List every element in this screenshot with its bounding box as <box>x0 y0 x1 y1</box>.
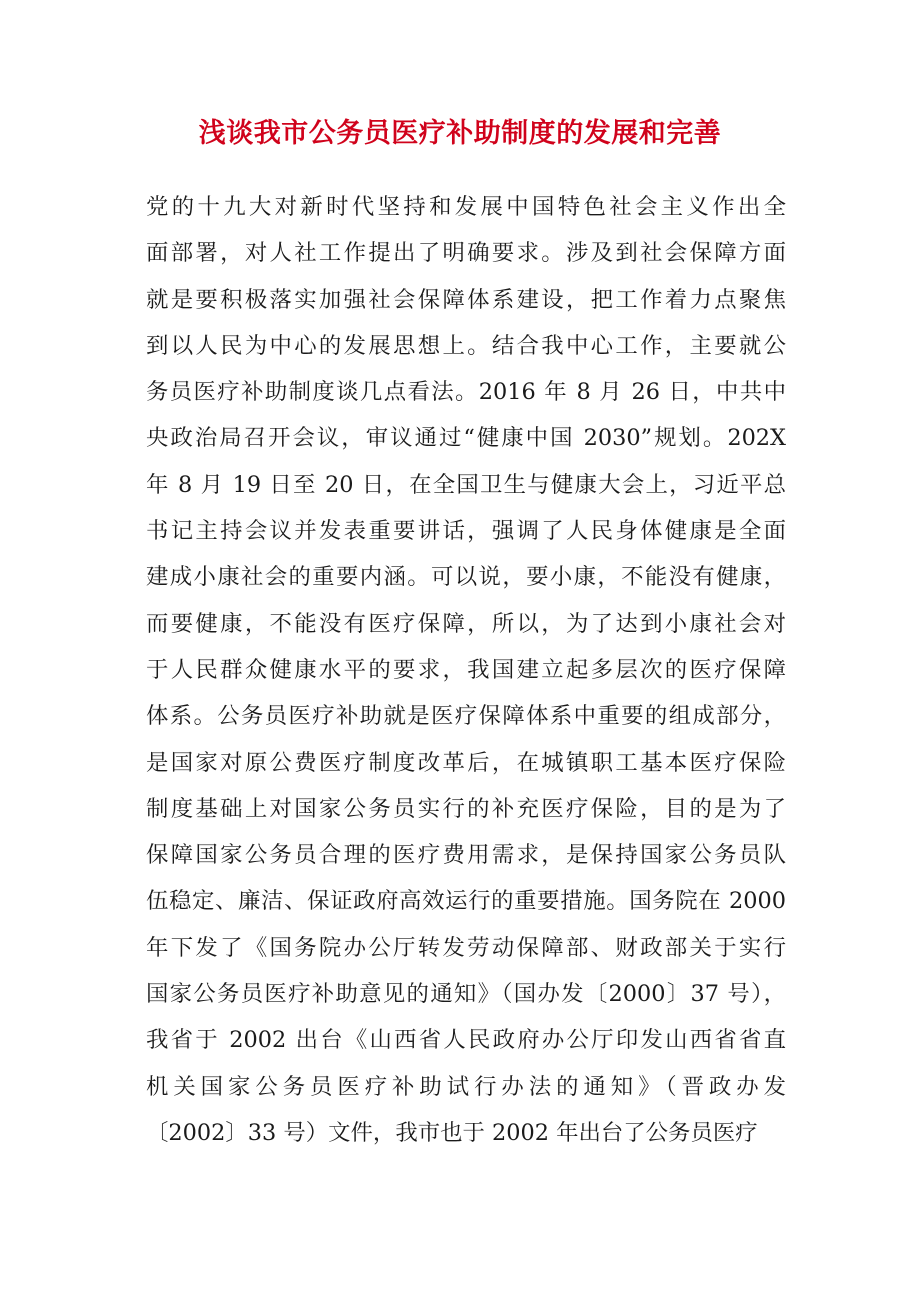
body-line: 而要健康，不能没有医疗保障，所以，为了达到小康社会对 <box>146 610 786 637</box>
body-line: 党的十九大对新时代坚持和发展中国特色社会主义作出全 <box>146 194 786 220</box>
body-line: 年下发了《国务院办公厅转发劳动保障部、财政部关于实行 <box>146 934 786 961</box>
document-body <box>146 184 786 1156</box>
body-line: 我省于 2002 出台《山西省人民政府办公厅印发山西省省直 <box>146 1027 786 1054</box>
body-line: 保障国家公务员合理的医疗费用需求，是保持国家公务员队 <box>146 842 786 869</box>
body-line: 年 8 月 19 日至 20 日，在全国卫生与健康大会上，习近平总 <box>146 471 786 498</box>
body-line: 建成小康社会的重要内涵。可以说，要小康，不能没有健康， <box>146 564 786 591</box>
body-line: 就是要积极落实加强社会保障体系建设，把工作着力点聚焦 <box>146 286 786 313</box>
body-line: 书记主持会议并发表重要讲话，强调了人民身体健康是全面 <box>146 518 786 545</box>
body-line: 〔2002〕33 号）文件，我市也于 2002 年出台了公务员医疗 <box>146 1119 758 1146</box>
body-line: 于人民群众健康水平的要求，我国建立起多层次的医疗保障 <box>146 656 786 683</box>
body-line: 机关国家公务员医疗补助试行办法的通知》（晋政办发 <box>146 1073 786 1100</box>
body-line: 面部署，对人社工作提出了明确要求。涉及到社会保障方面 <box>146 240 786 267</box>
body-line: 央政治局召开会议，审议通过“健康中国 2030”规划。202X <box>146 425 786 452</box>
document-title: 浅谈我市公务员医疗补助制度的发展和完善 <box>198 118 722 149</box>
body-line: 是国家对原公费医疗制度改革后，在城镇职工基本医疗保险 <box>146 749 786 776</box>
body-line: 体系。公务员医疗补助就是医疗保障体系中重要的组成部分， <box>146 703 786 730</box>
body-line: 制度基础上对国家公务员实行的补充医疗保险，目的是为了 <box>146 795 786 822</box>
body-line: 到以人民为中心的发展思想上。结合我中心工作，主要就公 <box>146 332 786 359</box>
body-line: 伍稳定、廉洁、保证政府高效运行的重要措施。国务院在 2000 <box>146 888 786 915</box>
body-line: 国家公务员医疗补助意见的通知》（国办发〔2000〕37 号）， <box>146 981 786 1008</box>
body-line: 务员医疗补助制度谈几点看法。2016 年 8 月 26 日，中共中 <box>146 379 786 406</box>
